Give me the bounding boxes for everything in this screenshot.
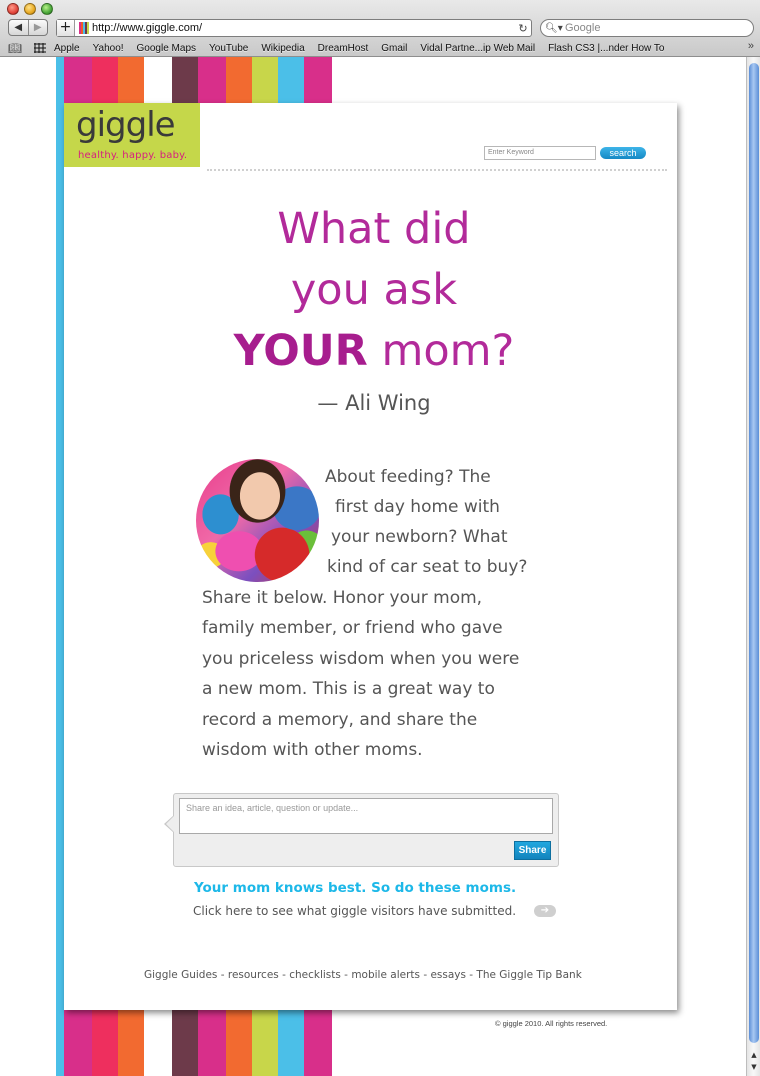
nav-buttons [8,19,48,36]
site-favicon-icon [79,22,89,34]
browser-search-field[interactable] [540,19,754,37]
giggle-logo[interactable] [64,103,200,167]
keyword-search-input[interactable]: Enter Keyword [484,146,596,160]
bookmark-item[interactable]: Vidal Partne...ip Web Mail [420,42,536,54]
bookmark-item[interactable]: Yahoo! [92,42,124,54]
color-stripe [92,1009,118,1076]
forward-button[interactable]: ▶ [28,20,48,35]
share-button[interactable]: Share [514,841,551,860]
browser-toolbar [0,0,760,57]
headline-line-3-rest: mom? [367,326,515,376]
color-stripe [278,1009,304,1076]
color-stripe [226,1009,252,1076]
headline-line-3 [164,321,584,382]
logo-tagline: healthy. happy. baby. [78,150,188,161]
page-headline [164,199,584,382]
headline-line-2: you ask [290,265,458,315]
scroll-up-icon[interactable]: ▲ [751,1051,757,1059]
arrow-right-icon[interactable]: ➔ [534,905,556,917]
color-stripe [144,1009,172,1076]
url-text[interactable]: http://www.giggle.com/ [92,22,203,34]
logo-wordmark: giggle [76,105,175,145]
open-book-icon[interactable]: 📖︎ [8,42,22,55]
vertical-scrollbar[interactable] [746,57,760,1076]
author-byline: — Ali Wing [317,391,431,415]
header-divider [207,169,667,171]
headline-line-1: What did [277,204,471,254]
address-bar[interactable] [56,19,532,37]
search-icon: 🔍︎▾ [545,22,563,34]
more-bookmarks-chevron-icon[interactable]: » [747,40,754,52]
page-viewport [0,57,746,1076]
bookmark-item[interactable]: DreamHost [317,42,369,54]
scroll-down-icon[interactable]: ▼ [751,1063,757,1071]
cta-heading[interactable]: Your mom knows best. So do these moms. [194,880,517,896]
share-textarea[interactable]: Share an idea, article, question or update... [179,798,553,834]
color-stripe [118,1009,144,1076]
intro-line: a new mom. This is a great way to [202,679,495,699]
bookmark-item[interactable]: Gmail [381,42,408,54]
bookmark-item[interactable]: Flash CS3 |...nder How To [548,42,665,54]
cta-link[interactable]: Click here to see what giggle visitors have submitted. [193,904,517,918]
browser-search-placeholder: Google [565,22,601,34]
bookmark-item[interactable]: Google Maps [136,42,197,54]
back-button[interactable]: ◀ [14,22,23,33]
zoom-window-button[interactable] [41,3,53,15]
decorative-stripes-bottom [56,1009,380,1076]
intro-line: family member, or friend who gave [202,618,503,638]
intro-line: Share it below. Honor your mom, [202,588,483,608]
color-stripe [64,1009,92,1076]
minimize-window-button[interactable] [24,3,36,15]
author-photo [196,459,319,582]
bookmark-item[interactable]: YouTube [209,42,249,54]
bookmarks-bar [0,40,760,56]
color-stripe [252,1009,278,1076]
color-stripe [198,1009,226,1076]
intro-line: record a memory, and share the [202,710,478,730]
intro-line: About feeding? The [325,467,491,487]
bookmark-item[interactable]: Apple [54,42,80,54]
headline-emphasis: YOUR [233,326,368,376]
bookmark-item[interactable]: Wikipedia [261,42,305,54]
color-stripe [172,1009,198,1076]
content-card [64,103,677,1010]
intro-line: kind of car seat to buy? [327,557,528,577]
add-bookmark-button[interactable]: + [57,20,75,36]
reload-icon[interactable]: ↻ [518,21,528,35]
copyright-text: © giggle 2010. All rights reserved. [495,1019,608,1028]
left-accent-bar [56,57,64,1076]
intro-line: first day home with [335,497,500,517]
footer-nav[interactable]: Giggle Guides - resources - checklists - mobile alerts - essays - The Giggle Tip Bank [144,969,582,981]
share-box-pointer-inner [166,816,174,832]
close-window-button[interactable] [7,3,19,15]
intro-line: you priceless wisdom when you were [202,649,520,669]
scrollbar-thumb[interactable] [749,63,759,1043]
search-button[interactable]: search [600,147,646,159]
top-sites-grid-icon[interactable] [34,43,46,53]
intro-line: wisdom with other moms. [202,740,423,760]
intro-line: your newborn? What [331,527,508,547]
color-stripe [304,1009,332,1076]
window-controls [7,3,53,15]
